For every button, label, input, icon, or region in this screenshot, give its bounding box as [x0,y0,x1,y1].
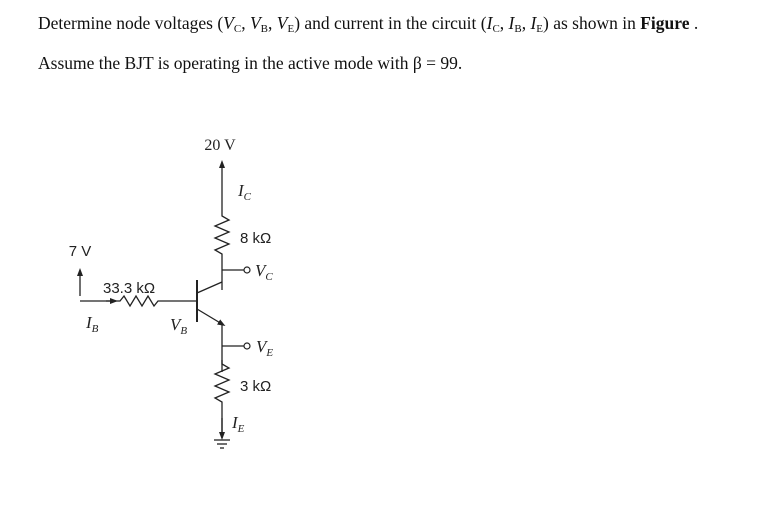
base-source-label: 7 V [68,243,92,260]
problem-line-2: Assume the BJT is operating in the active mode with β = 99. [38,53,463,73]
ib-symbol: I [508,13,515,33]
line1-end: . [689,13,699,33]
ic-sub: C [492,23,500,35]
line1-mid: ) and current in the circuit ( [294,13,487,33]
sep4: , [521,13,531,33]
ve-symbol: V [276,13,288,33]
vb-symbol: V [249,13,261,33]
figure-word: Figure [640,13,690,33]
ie-symbol: I [530,13,537,33]
rb-label: 33.3 kΩ [103,280,156,297]
vb-sub: B [260,23,268,35]
sep3: , [499,13,509,33]
vb-label: $V_B$ [170,315,188,337]
sep2: , [268,13,277,33]
rc-resistor [215,212,229,258]
vc-symbol: V [223,13,234,33]
bjt-collector-lead [197,282,222,293]
vc-sub: C [233,23,242,35]
ic-label: $I_C$ [238,181,252,203]
ib-sub: B [514,23,522,35]
ve-sub: E [287,23,295,35]
rc-label: 8 kΩ [240,230,272,247]
ic-symbol: I [486,13,493,33]
vc-label: $V_C$ [255,261,273,283]
supply-label: 20 V [204,137,236,154]
ib-label: $I_B$ [86,313,99,335]
re-label: 3 kΩ [240,378,272,395]
bjt-emitter-lead [197,309,222,324]
ie-label: $I_E$ [232,413,245,435]
vc-terminal [244,267,250,273]
ve-label: $V_E$ [256,337,274,359]
ve-terminal [244,343,250,349]
ie-sub: E [536,23,544,35]
line1-pre: Determine node voltages ( [38,13,224,33]
line1-post: ) as shown in [543,13,641,33]
rb-resistor [116,296,162,306]
sep1: , [241,13,250,33]
